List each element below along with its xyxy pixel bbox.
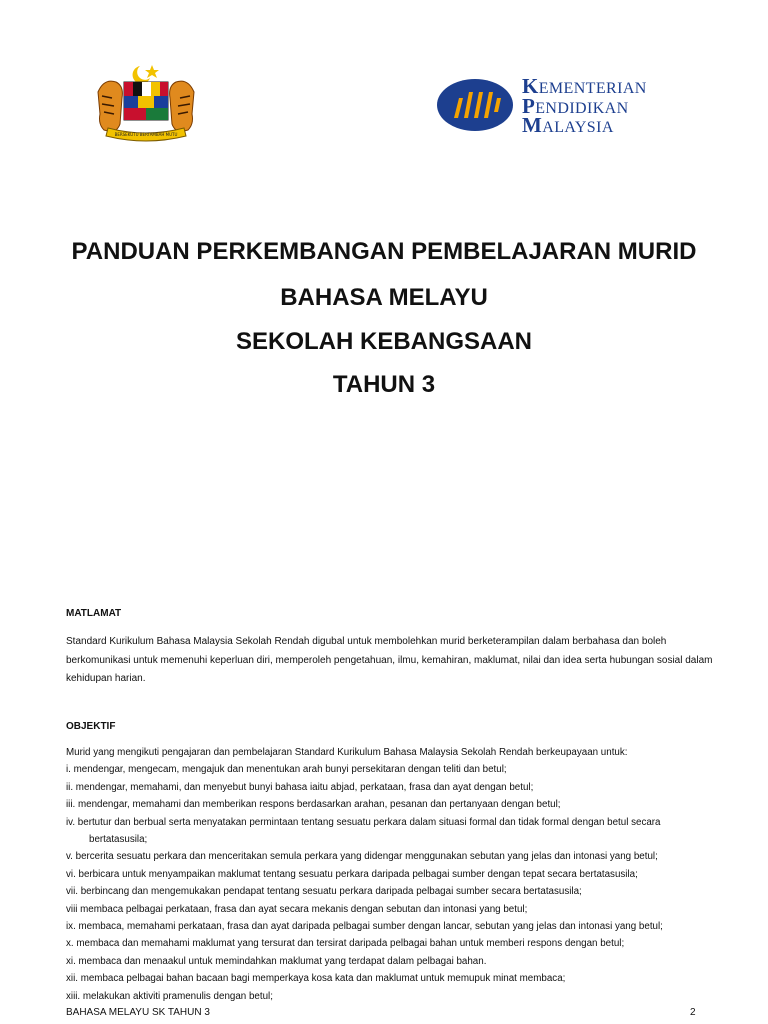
- objektif-item: xii. membaca pelbagai bahan bacaan bagi memperkaya kosa kata dan maklumat untuk memupuk minat membaca;: [66, 973, 566, 985]
- objektif-item: v. bercerita sesuatu perkara dan menceritakan semula perkara yang didengar menggunakan sebutan yang jelas dan intonasi yang betul;: [66, 851, 658, 863]
- ministry-name-line3-rest: ALAYSIA: [542, 119, 614, 136]
- objektif-item: vi. berbicara untuk menyampaikan maklumat tentang sesuatu perkara daripada pelbagai sumber dengan tepat secara bertatasusila;: [66, 868, 638, 880]
- matlamat-heading: MATLAMAT: [66, 608, 122, 619]
- objektif-item: iii. mendengar, memahami dan memberikan respons berdasarkan arahan, pesanan dan pertanyaan dengan betul;: [66, 799, 561, 811]
- objektif-item: i. mendengar, mengecam, mengajuk dan menentukan arah bunyi persekitaran dengan teliti dan betul;: [66, 764, 507, 776]
- matlamat-paragraph: Standard Kurikulum Bahasa Malaysia Sekolah Rendah digubal untuk membolehkan murid berketerampilan dalam berbahasa dan boleh berkomunikasi untuk memenuhi keperluan diri, memperoleh pengetahuan, ilmu, kemahiran, maklumat, nilai dan idea serta hubungan sosial dalam kehidupan harian.: [66, 636, 713, 684]
- footer-title: BAHASA MELAYU SK TAHUN 3: [66, 1007, 210, 1018]
- title-line-1: PANDUAN PERKEMBANGAN PEMBELAJARAN MURID: [71, 238, 697, 265]
- objektif-item: ix. membaca, memahami perkataan, frasa dan ayat daripada pelbagai sumber dengan lancar, sebutan yang jelas dan intonasi yang betul;: [66, 921, 663, 933]
- ministry-name-line3-initial: M: [522, 113, 543, 137]
- ministry-name-line1-rest: EMENTERIAN: [538, 80, 647, 97]
- ministry-name-line3: [522, 113, 647, 137]
- title-line-2: BAHASA MELAYU: [280, 284, 488, 311]
- objektif-list: [66, 744, 716, 1005]
- objektif-item: viii membaca pelbagai perkataan, frasa dan ayat secara mekanis dengan sebutan dan intonasi yang betul;: [66, 903, 528, 915]
- ministry-name: [522, 74, 647, 137]
- ministry-name-line2-initial: P: [522, 93, 536, 118]
- malaysia-coat-of-arms-icon: [90, 62, 202, 142]
- objektif-item: iv. bertutur dan berbual serta menyatakan permintaan tentang sesuatu perkara dalam situasi formal dan tidak formal dengan betul secara: [66, 816, 661, 828]
- page-number: 2: [690, 1007, 696, 1018]
- ministry-logo: [436, 74, 726, 137]
- objektif-item: xi. membaca dan menaakul untuk memindahkan maklumat yang terdapat dalam pelbagai bahan.: [66, 955, 487, 967]
- ministry-name-line1: [522, 74, 647, 98]
- objektif-item: x. membaca dan memahami maklumat yang tersurat dan tersirat daripada pelbagai bahan untuk memberi respons dengan betul;: [66, 938, 625, 950]
- svg-text:BERSEKUTU BERTAMBAH MUTU: BERSEKUTU BERTAMBAH MUTU: [114, 132, 178, 137]
- objektif-item: xiii. melakukan aktiviti pramenulis dengan betul;: [66, 990, 273, 1002]
- objektif-item: vii. berbincang dan mengemukakan pendapat tentang sesuatu perkara daripada pelbagai sumber secara bertatasusila;: [66, 886, 582, 898]
- objektif-intro: Murid yang mengikuti pengajaran dan pembelajaran Standard Kurikulum Bahasa Malaysia Sekolah Rendah berkeupayaan untuk:: [66, 747, 628, 758]
- objektif-item: ii. mendengar, memahami, dan menyebut bunyi bahasa iaitu abjad, perkataan, frasa dan ayat dengan betul;: [66, 781, 534, 793]
- objektif-heading: OBJEKTIF: [66, 721, 116, 732]
- title-line-4: TAHUN 3: [332, 371, 436, 398]
- kpm-emblem-icon: [436, 78, 514, 132]
- objektif-item-continuation: bertatasusila;: [89, 834, 148, 846]
- ministry-name-line2-rest: ENDIDIKAN: [535, 99, 629, 117]
- title-line-3: SEKOLAH KEBANGSAAN: [235, 328, 532, 355]
- ministry-name-line1-initial: K: [522, 74, 539, 98]
